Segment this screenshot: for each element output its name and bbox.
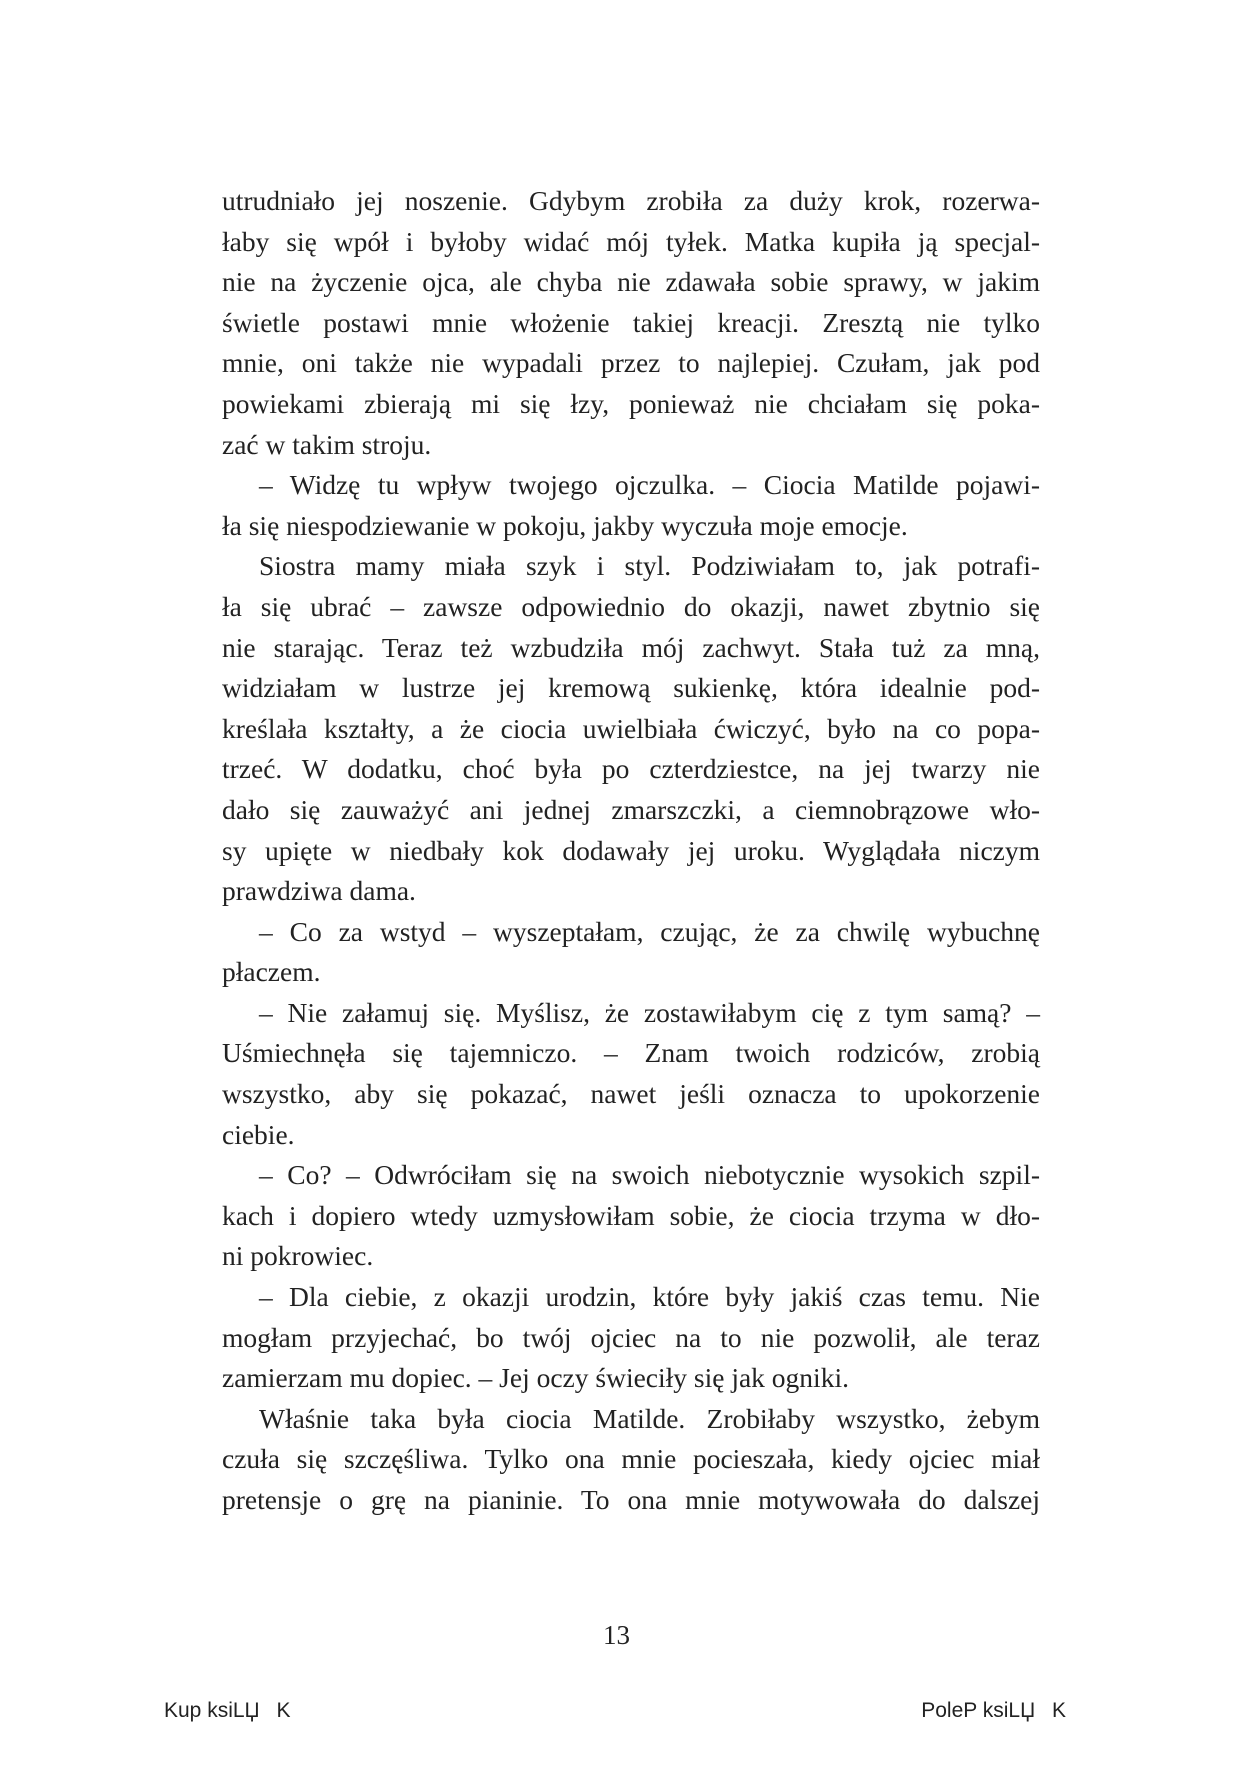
text-line: ła się ubrać – zawsze odpowiednio do okazji, nawet zbytnio się — [222, 590, 1040, 622]
text-line: – Nie załamuj się. Myślisz, że zostawiłabym cię z tym samą? – — [259, 996, 1040, 1028]
text-line: – Dla ciebie, z okazji urodzin, które były jakiś czas temu. Nie — [259, 1281, 1040, 1313]
paragraph — [222, 1277, 1040, 1399]
text-line: – Widzę tu wpływ twojego ojczulka. – Ciocia Matilde pojawi- — [259, 469, 1040, 501]
text-line: nie starając. Teraz też wzbudziła mój zachwyt. Stała tuż za mną, — [222, 631, 1040, 663]
text-line: Właśnie taka była ciocia Matilde. Zrobiłaby wszystko, żebym — [259, 1402, 1040, 1434]
page-number: 13 — [603, 1620, 630, 1650]
text-line: płaczem. — [222, 956, 321, 988]
text-line: – Co za wstyd – wyszeptałam, czując, że za chwilę wybuchnę — [259, 915, 1040, 947]
text-line: – Co? – Odwróciłam się na swoich niebotycznie wysokich szpil- — [259, 1159, 1040, 1191]
text-line: mnie, oni także nie wypadali przez to najlepiej. Czułam, jak pod — [222, 347, 1040, 379]
paragraph — [222, 546, 1040, 911]
text-line: Uśmiechnęła się tajemniczo. – Znam twoich rodziców, zrobią — [222, 1037, 1040, 1069]
text-line: kreślała kształty, a że ciocia uwielbiała ćwiczyć, było na co popa- — [222, 712, 1040, 744]
text-line: Siostra mamy miała szyk i styl. Podziwiałam to, jak potrafi- — [259, 550, 1040, 582]
paragraph — [222, 993, 1040, 1155]
text-line: kach i dopiero wtedy uzmysłowiłam sobie, że ciocia trzyma w dło- — [222, 1199, 1040, 1231]
text-line: wszystko, aby się pokazać, nawet jeśli oznacza to upokorzenie — [222, 1078, 1040, 1110]
text-line: czuła się szczęśliwa. Tylko ona mnie pocieszała, kiedy ojciec miał — [222, 1443, 1040, 1475]
text-line: sy upięte w niedbały kok dodawały jej uroku. Wyglądała niczym — [222, 834, 1040, 866]
paragraph — [222, 465, 1040, 546]
text-line: utrudniało jej noszenie. Gdybym zrobiła za duży krok, rozerwa- — [222, 185, 1040, 216]
text-line: ni pokrowiec. — [222, 1240, 374, 1272]
paragraph — [222, 181, 1040, 465]
paragraph — [222, 1399, 1040, 1521]
text-line: świetle postawi mnie włożenie takiej kreacji. Zresztą nie tylko — [222, 306, 1040, 338]
paragraph — [222, 1155, 1040, 1277]
text-line: pretensje o grę na pianinie. To ona mnie motywowała do dalszej — [222, 1484, 1040, 1515]
text-line: widziałam w lustrze jej kremową sukienkę, która idealnie pod- — [222, 672, 1040, 704]
text-line: dało się zauważyć ani jednej zmarszczki, a ciemnobrązowe wło- — [222, 793, 1040, 825]
paragraph — [222, 912, 1040, 993]
text-line: trzeć. W dodatku, choć była po czterdziestce, na jej twarzy nie — [222, 753, 1040, 785]
text-line: zamierzam mu dopiec. – Jej oczy świeciły się jak ogniki. — [222, 1362, 849, 1394]
text-line: powiekami zbierają mi się łzy, ponieważ nie chciałam się poka- — [222, 387, 1040, 419]
rate-book-link[interactable]: PoleP ksiLЏK — [921, 1699, 1066, 1722]
text-line: łaby się wpół i byłoby widać mój tyłek. Matka kupiła ją specjal- — [222, 225, 1040, 257]
buy-book-link[interactable]: Kup ksiLЏK — [164, 1699, 291, 1722]
text-line: ciebie. — [222, 1118, 295, 1150]
page-body — [222, 181, 1040, 1521]
text-line: nie na życzenie ojca, ale chyba nie zdawała sobie sprawy, w jakim — [222, 266, 1040, 298]
text-line: prawdziwa dama. — [222, 875, 416, 907]
text-line: mogłam przyjechać, bo twój ojciec na to nie pozwolił, ale teraz — [222, 1321, 1040, 1353]
text-line: ła się niespodziewanie w pokoju, jakby wyczuła moje emocje. — [222, 509, 908, 541]
text-line: zać w takim stroju. — [222, 428, 432, 460]
